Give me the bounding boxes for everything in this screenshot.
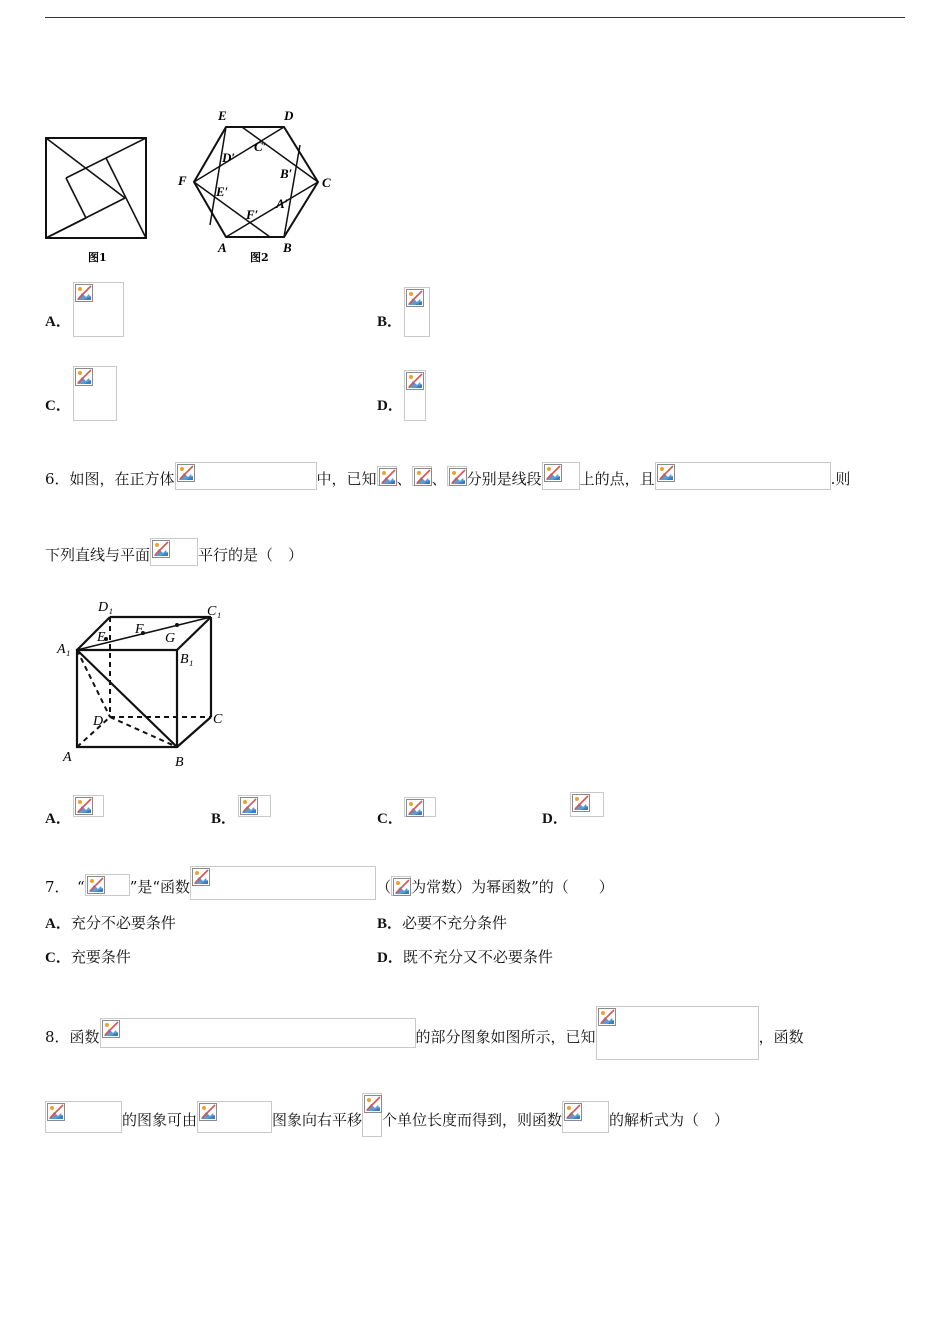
broken-image-icon: [47, 1103, 65, 1121]
q8-shift-image: [362, 1093, 382, 1137]
hex-label-D: D: [284, 108, 294, 123]
broken-image-icon: [364, 1095, 382, 1113]
broken-image-icon: [240, 797, 258, 815]
inner-label-D: D′: [222, 150, 236, 165]
broken-image-icon: [102, 1020, 120, 1038]
broken-image-icon: [564, 1103, 582, 1121]
broken-image-icon: [572, 794, 590, 812]
q7-option-c: C．充要条件: [45, 948, 131, 966]
q6-segment-image: [542, 462, 580, 490]
broken-image-icon: [406, 799, 424, 817]
q7-option-b: B．必要不充分条件: [377, 914, 508, 932]
figure-2-hexagon: [172, 105, 342, 265]
inner-label-F: F′: [246, 207, 259, 222]
q6-line-1: 6．如图，在正方体 中，已知 、 、 分别是线段 上的点，且 .则: [45, 462, 850, 490]
cube-label-b1: B₁: [180, 652, 194, 667]
broken-image-icon: [192, 868, 210, 886]
q8-line-1: 8．函数 的部分图象如图所示，已知 ，函数: [45, 1006, 804, 1060]
q7-function-image: [190, 866, 376, 900]
broken-image-icon: [75, 284, 93, 302]
q6-point-g-image: [447, 466, 467, 486]
cube-label-a1: A₁: [57, 642, 71, 657]
broken-image-icon: [406, 372, 424, 390]
q8-line-2: 的图象可由 图象向右平移 个单位长度而得到，则函数 的解析式为（ ）: [45, 1093, 729, 1137]
broken-image-icon: [75, 368, 93, 386]
q5-option-b-image: [404, 287, 430, 337]
broken-image-icon: [75, 797, 93, 815]
q7-stem: 7． “ ”是“函数 （ 为常数）为幂函数”的（ ）: [45, 866, 614, 900]
cube-figure: [55, 595, 240, 775]
broken-image-icon: [152, 540, 170, 558]
hex-label-C: C: [322, 175, 331, 190]
q5-option-a-image: [73, 282, 124, 337]
broken-image-icon: [657, 464, 675, 482]
q5-option-a: A．: [45, 314, 71, 330]
q6-condition-image: [655, 462, 831, 490]
q6-option-b-image: [238, 795, 271, 817]
hex-label-B: B: [283, 240, 292, 255]
q6-option-c-image: [404, 797, 436, 817]
cube-label-g: G: [165, 631, 176, 646]
q5-option-b: B．: [377, 314, 403, 330]
q7-constant-image: [391, 876, 411, 896]
broken-image-icon: [379, 468, 397, 486]
inner-label-C: C′: [254, 139, 267, 154]
broken-image-icon: [87, 876, 105, 894]
broken-image-icon: [598, 1008, 616, 1026]
q5-option-c: C．: [45, 398, 71, 414]
inner-label-A: A′: [276, 196, 289, 211]
hex-label-F: F: [178, 173, 187, 188]
inner-label-B: B′: [280, 166, 293, 181]
q6-cube-image: [175, 462, 317, 490]
cube-label-d: D: [93, 714, 104, 729]
figure-1-square: [40, 130, 155, 265]
q6-option-d: D．: [542, 811, 568, 827]
cube-label-b: B: [175, 755, 184, 770]
q7-condition-image: [85, 874, 130, 896]
broken-image-icon: [177, 464, 195, 482]
q8-condition-image: [596, 1006, 759, 1060]
q6-option-c: C．: [377, 811, 403, 827]
broken-image-icon: [449, 468, 467, 486]
fig1-caption: 图1: [88, 251, 107, 264]
cube-label-e: E: [97, 630, 106, 645]
cube-label-a: A: [63, 750, 72, 765]
q6-option-b: B．: [211, 811, 237, 827]
q8-g2-image: [562, 1101, 609, 1133]
broken-image-icon: [406, 289, 424, 307]
cube-label-c: C: [213, 712, 223, 727]
q8-g-image: [45, 1101, 122, 1133]
q7-option-d: D．既不充分又不必要条件: [377, 948, 553, 966]
cube-label-c1: C₁: [207, 604, 222, 619]
q6-option-a-image: [73, 795, 104, 817]
q6-point-e-image: [377, 466, 397, 486]
hex-label-E: E: [218, 108, 227, 123]
cube-label-d1: D₁: [98, 600, 113, 615]
hex-label-A: A: [218, 240, 227, 255]
cube-label-f: F: [135, 622, 144, 637]
q5-option-c-image: [73, 366, 117, 421]
q6-point-f-image: [412, 466, 432, 486]
q8-function-image: [100, 1018, 416, 1048]
q6-option-a: A．: [45, 811, 71, 827]
q5-option-d-image: [404, 370, 426, 421]
broken-image-icon: [393, 878, 411, 896]
header-rule: [45, 17, 905, 18]
broken-image-icon: [544, 464, 562, 482]
broken-image-icon: [199, 1103, 217, 1121]
q6-line-2: 下列直线与平面 平行的是（ ）: [45, 538, 303, 566]
q6-option-d-image: [570, 792, 604, 817]
broken-image-icon: [414, 468, 432, 486]
q7-option-a: A．充分不必要条件: [45, 914, 176, 932]
inner-label-E: E′: [216, 184, 229, 199]
fig2-caption: 图2: [250, 251, 269, 264]
q8-f-image: [197, 1101, 272, 1133]
q6-plane-image: [150, 538, 198, 566]
q5-option-d: D．: [377, 398, 403, 414]
